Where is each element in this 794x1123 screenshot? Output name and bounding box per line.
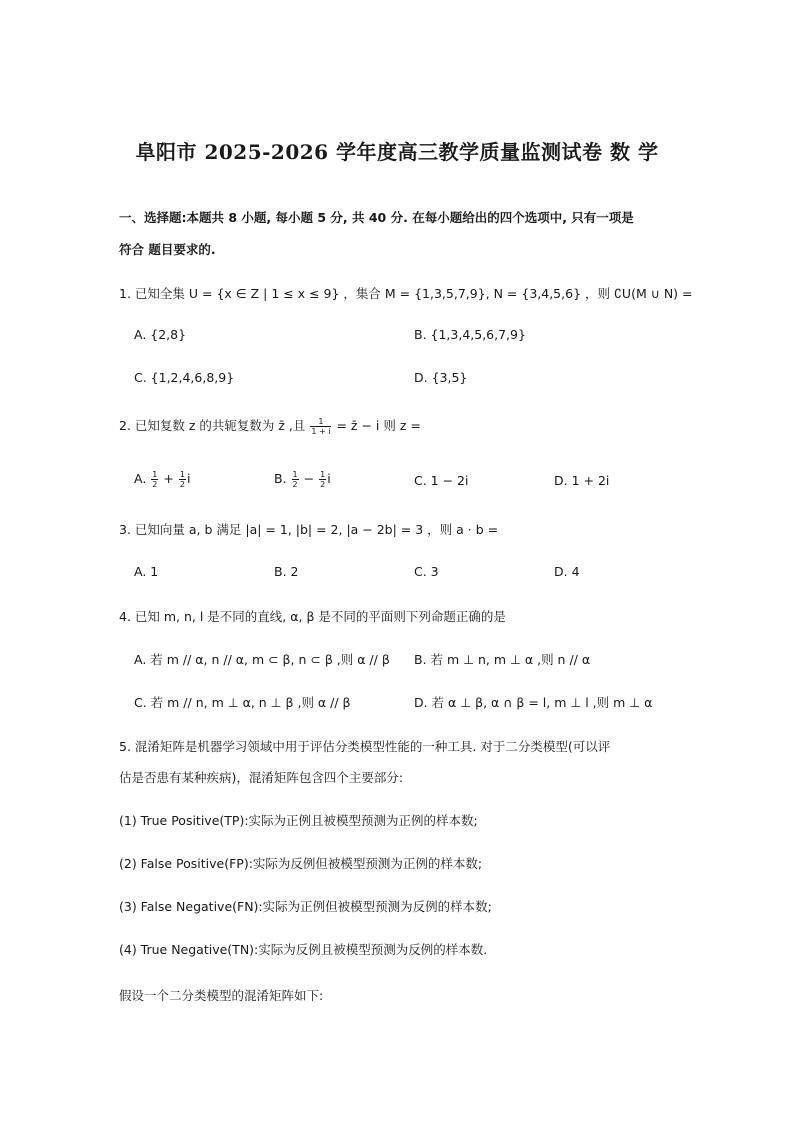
question-2-stem-start: 2. 已知复数 z 的共轭复数为 z̄ ,且 [119, 418, 306, 433]
question-1-option-b: B. {1,3,4,5,6,7,9} [414, 327, 526, 342]
question-5-line2: 估是否患有某种疾病)，混淆矩阵包含四个主要部分: [119, 770, 404, 785]
imaginary-unit: i [186, 471, 191, 486]
question-3-option-c: C. 3 [414, 564, 439, 579]
fraction-numerator: 1 [310, 417, 331, 427]
option-label: B. [274, 471, 287, 486]
fraction-denominator: 2 [320, 480, 326, 489]
question-3-option-a: A. 1 [134, 564, 159, 579]
question-2-option-b [274, 470, 331, 489]
question-2-fraction [310, 417, 331, 436]
fraction-numerator: 1 [152, 470, 158, 479]
question-1-option-c: C. {1,2,4,6,8,9} [134, 370, 235, 385]
question-1-stem: 1. 已知全集 U = {x ∈ Z | 1 ≤ x ≤ 9} ，集合 M = {1,3,5,7,9}, N = {3,4,5,6} ，则 ∁U(M ∪ N) = [119, 286, 693, 301]
fraction-numerator: 1 [320, 470, 326, 479]
fraction-denominator: 2 [292, 480, 298, 489]
question-2-stem-end: = z̄ − i 则 z = [336, 418, 421, 433]
question-5-item-tn: (4) True Negative(TN):实际为反例且被模型预测为反例的样本数. [119, 942, 488, 957]
fraction [151, 470, 158, 489]
question-5-item-fp: (2) False Positive(FP):实际为反例但被模型预测为正例的样本数; [119, 856, 483, 871]
question-2-option-c: C. 1 − 2i [414, 473, 469, 488]
question-3-option-d: D. 4 [554, 564, 580, 579]
question-5-item-fn: (3) False Negative(FN):实际为正例但被模型预测为反例的样本数; [119, 899, 492, 914]
page-title: 阜阳市 2025-2026 学年度高三教学质量监测试卷 数 学 [135, 140, 659, 164]
question-5-line1: 5. 混淆矩阵是机器学习领域中用于评估分类模型性能的一种工具. 对于二分类模型(可以评 [119, 739, 611, 754]
question-5-matrix-intro: 假设一个二分类模型的混淆矩阵如下: [119, 988, 324, 1003]
fraction [179, 470, 186, 489]
question-5-item-tp: (1) True Positive(TP):实际为正例且被模型预测为正例的样本数; [119, 813, 478, 828]
option-label: A. [134, 471, 147, 486]
question-3-stem: 3. 已知向量 a, b 满足 |a| = 1, |b| = 2, |a − 2b| = 3 ，则 a · b = [119, 522, 499, 537]
fraction-numerator: 1 [179, 470, 185, 479]
question-1-option-d: D. {3,5} [414, 370, 468, 385]
fraction-numerator: 1 [292, 470, 298, 479]
fraction-denominator: 1 + i [311, 427, 331, 436]
fraction-denominator: 2 [152, 480, 158, 489]
question-4-option-b: B. 若 m ⊥ n, m ⊥ α ,则 n // α [414, 652, 591, 667]
fraction [292, 470, 299, 489]
operator: + [163, 471, 174, 486]
fraction-denominator: 2 [179, 480, 185, 489]
question-4-option-c: C. 若 m // n, m ⊥ α, n ⊥ β ,则 α // β [134, 695, 351, 710]
question-4-option-a: A. 若 m // α, n // α, m ⊂ β, n ⊂ β ,则 α // β [134, 652, 390, 667]
question-1-option-a: A. {2,8} [134, 327, 187, 342]
question-4-stem: 4. 已知 m, n, l 是不同的直线, α, β 是不同的平面则下列命题正确的是 [119, 609, 506, 624]
question-4-option-d: D. 若 α ⊥ β, α ∩ β = l, m ⊥ l ,则 m ⊥ α [414, 695, 653, 710]
question-2-option-a [134, 470, 190, 489]
imaginary-unit: i [327, 471, 331, 486]
question-2-option-d: D. 1 + 2i [554, 473, 610, 488]
section-instruction-line2: 符合 题目要求的. [119, 242, 216, 257]
operator: − [303, 471, 315, 486]
section-instruction-line1: 一、选择题:本题共 8 小题, 每小题 5 分, 共 40 分. 在每小题给出的四个选项中, 只有一项是 [119, 210, 634, 225]
fraction [319, 470, 326, 489]
question-3-option-b: B. 2 [274, 564, 299, 579]
question-2-stem [119, 416, 421, 436]
